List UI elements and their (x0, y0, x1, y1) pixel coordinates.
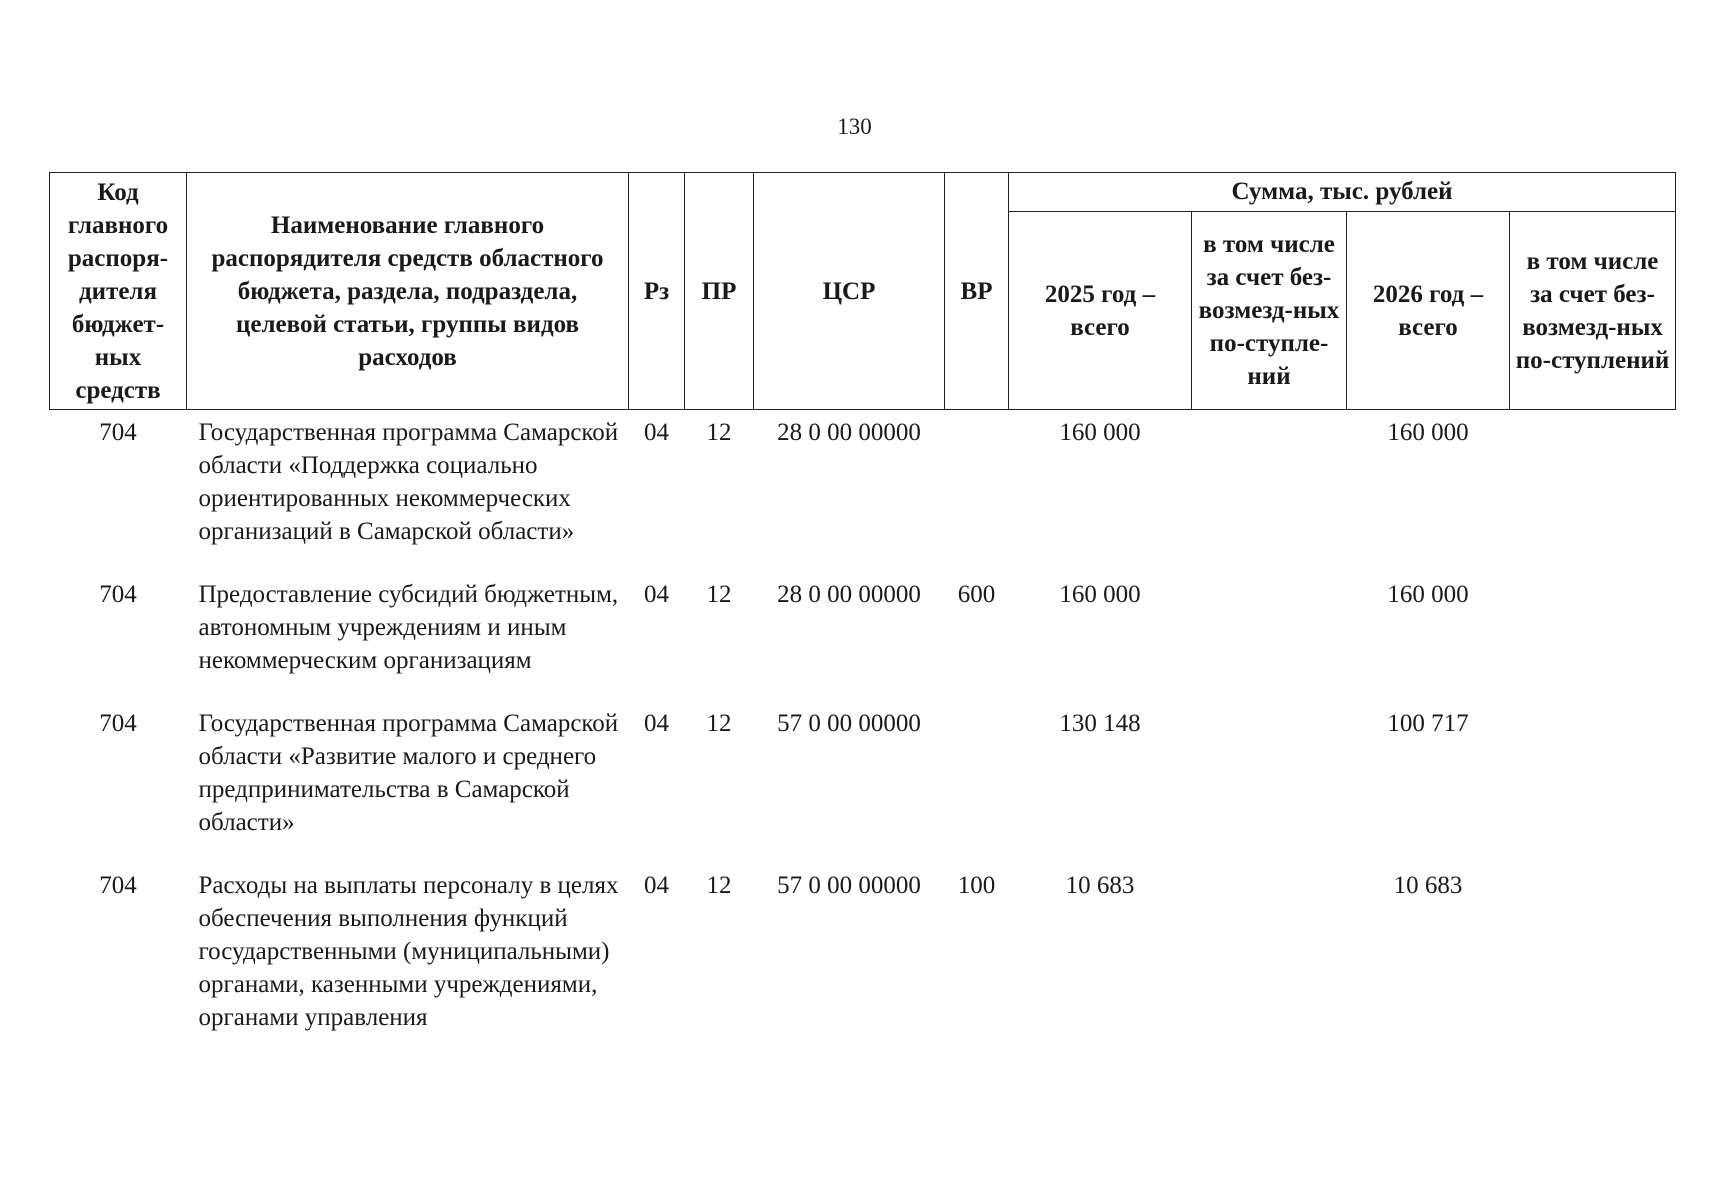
header-csr: ЦСР (754, 173, 945, 410)
header-name: Наименование главного распорядителя средств областного бюджета, раздела, подраздела, целевой статьи, группы видов расходов (187, 173, 629, 410)
cell-2026-grants (1510, 863, 1676, 1059)
table-header (50, 173, 1676, 410)
cell-2026-total: 160 000 (1387, 419, 1469, 446)
cell-2025-grants (1192, 410, 1347, 573)
budget-table (49, 172, 1676, 1059)
table-row (50, 863, 1676, 1059)
cell-rz: 04 (644, 872, 669, 899)
cell-2025-total: 130 148 (1059, 710, 1141, 737)
cell-2025-total: 160 000 (1059, 419, 1141, 446)
cell-csr: 57 0 00 00000 (777, 872, 921, 899)
cell-pr: 12 (706, 710, 732, 737)
cell-2026-total: 10 683 (1393, 872, 1463, 899)
header-pr: ПР (685, 173, 754, 410)
table-row (50, 701, 1676, 863)
header-rz: Рз (629, 173, 685, 410)
cell-2026-grants (1510, 572, 1676, 701)
cell-rz: 04 (644, 419, 669, 446)
cell-2025-grants (1192, 863, 1347, 1059)
header-2025-total: 2025 год – всего (1009, 212, 1192, 410)
cell-2025-grants (1192, 572, 1347, 701)
cell-2025-grants (1192, 701, 1347, 863)
cell-vr: 100 (957, 872, 996, 899)
cell-2025-total: 160 000 (1059, 581, 1141, 608)
cell-2026-grants (1510, 410, 1676, 573)
header-code: Код главного распоря-дителя бюджет-ных средств (50, 173, 187, 410)
cell-pr: 12 (706, 581, 732, 608)
cell-name: Государственная программа Самарской области «Развитие малого и среднего предпринимательства в Самарской области» (198, 710, 619, 836)
cell-csr: 57 0 00 00000 (777, 710, 921, 737)
cell-name: Расходы на выплаты персоналу в целях обеспечения выполнения функций государственными (муниципальными) органами, казенными учреждениями, органами управления (198, 872, 619, 1031)
table-row (50, 410, 1676, 573)
cell-pr: 12 (706, 872, 732, 899)
cell-vr (945, 701, 1009, 863)
header-2025-grants: в том числе за счет без-возмезд-ных по-ступле-ний (1192, 212, 1347, 410)
cell-vr: 600 (957, 581, 996, 608)
cell-code: 704 (99, 710, 137, 737)
cell-name: Государственная программа Самарской области «Поддержка социально ориентированных некоммерческих организаций в Самарской области» (198, 419, 619, 545)
cell-2026-total: 100 717 (1387, 710, 1469, 737)
header-2026-grants: в том числе за счет без-возмезд-ных по-ступлений (1510, 212, 1676, 410)
table-row (50, 572, 1676, 701)
cell-csr: 28 0 00 00000 (777, 581, 921, 608)
cell-code: 704 (99, 872, 137, 899)
header-2026-total: 2026 год – всего (1347, 212, 1510, 410)
header-vr: ВР (945, 173, 1009, 410)
cell-code: 704 (99, 581, 137, 608)
cell-vr (945, 410, 1009, 573)
page-number: 130 (837, 114, 872, 139)
cell-pr: 12 (706, 419, 732, 446)
cell-name: Предоставление субсидий бюджетным, автономным учреждениям и иным некоммерческим организациям (198, 581, 619, 674)
cell-rz: 04 (644, 710, 669, 737)
table-body (50, 410, 1676, 1060)
cell-2026-total: 160 000 (1387, 581, 1469, 608)
cell-rz: 04 (644, 581, 669, 608)
cell-csr: 28 0 00 00000 (777, 419, 921, 446)
cell-2025-total: 10 683 (1065, 872, 1135, 899)
header-sum-group: Сумма, тыс. рублей (1009, 173, 1676, 212)
header-row-top (50, 173, 1676, 212)
cell-2026-grants (1510, 701, 1676, 863)
cell-code: 704 (99, 419, 137, 446)
